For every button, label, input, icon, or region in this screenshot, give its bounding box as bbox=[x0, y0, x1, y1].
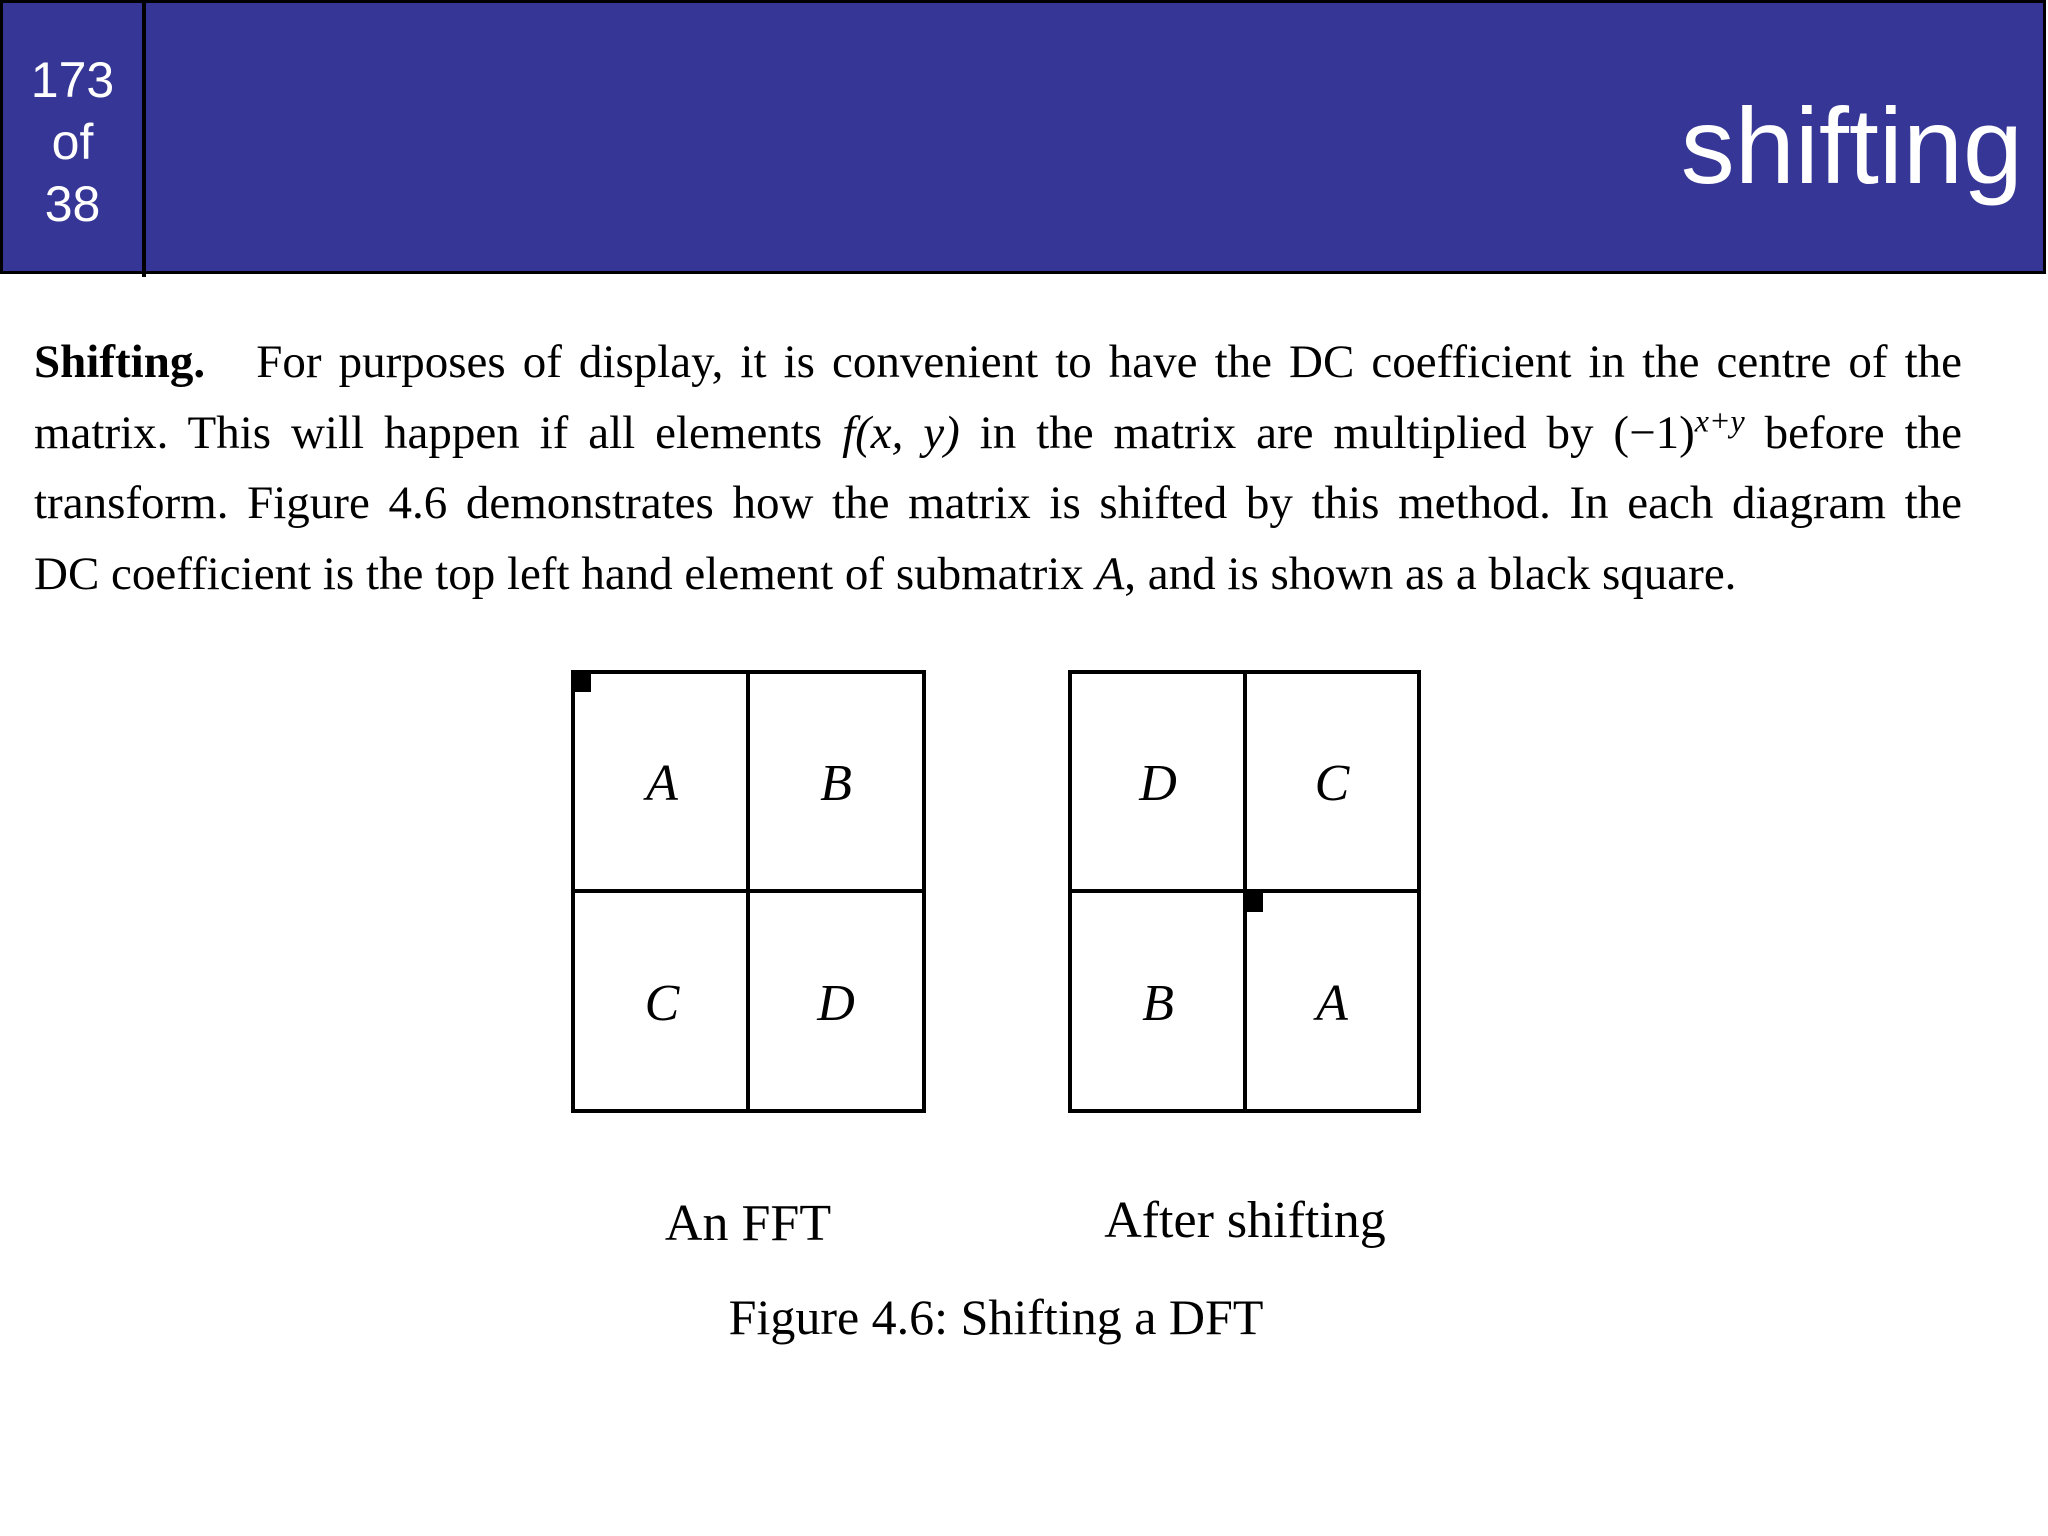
shifted-cell-3: B bbox=[1142, 975, 1174, 1032]
shifted-cell-2: C bbox=[1314, 755, 1350, 812]
paragraph-lead: Shifting. bbox=[34, 336, 206, 388]
paragraph-text-3: transform. Figure 4.6 demonstrates how the matrix is shifted by this method. In each diagram the bbox=[34, 477, 1962, 529]
function-expression: f(x, y) bbox=[842, 406, 960, 459]
paragraph-text-2a: matrix. This will happen if all elements bbox=[34, 406, 843, 459]
fft-diagram bbox=[573, 672, 924, 1111]
fft-cell-4: D bbox=[817, 975, 855, 1032]
slide-of: of bbox=[51, 114, 94, 170]
paragraph-text-4a: DC coefficient is the top left hand element of submatrix bbox=[34, 547, 1096, 600]
fft-cell-2: B bbox=[820, 755, 852, 812]
shifted-cell-1: D bbox=[1139, 755, 1177, 812]
fft-cell-1: A bbox=[646, 755, 678, 812]
dc-coefficient-square bbox=[575, 673, 591, 692]
paragraph-text-2c: before the bbox=[1744, 406, 1962, 459]
slide-number: 173 bbox=[30, 52, 115, 108]
shifted-label: After shifting bbox=[1104, 1192, 1386, 1249]
paragraph-text-2b: in the matrix are multiplied by (−1) bbox=[959, 406, 1695, 459]
slide-title: shifting bbox=[1680, 85, 2023, 206]
slide-total: 38 bbox=[44, 176, 101, 232]
shifted-dc-coefficient-square bbox=[1247, 893, 1263, 912]
paragraph-text-4b: , and is shown as a black square. bbox=[1124, 547, 1737, 600]
figure-caption: Figure 4.6: Shifting a DFT bbox=[728, 1289, 1264, 1345]
fft-label: An FFT bbox=[664, 1195, 832, 1252]
shifted-cell-4: A bbox=[1316, 975, 1348, 1032]
exponent-expression: x+y bbox=[1694, 401, 1745, 438]
submatrix-variable: A bbox=[1095, 547, 1125, 600]
paragraph-text-1: For purposes of display, it is convenient to have the DC coefficient in the centre of the bbox=[256, 336, 1962, 388]
shifted-diagram bbox=[1070, 672, 1419, 1111]
fft-cell-3: C bbox=[644, 975, 680, 1032]
